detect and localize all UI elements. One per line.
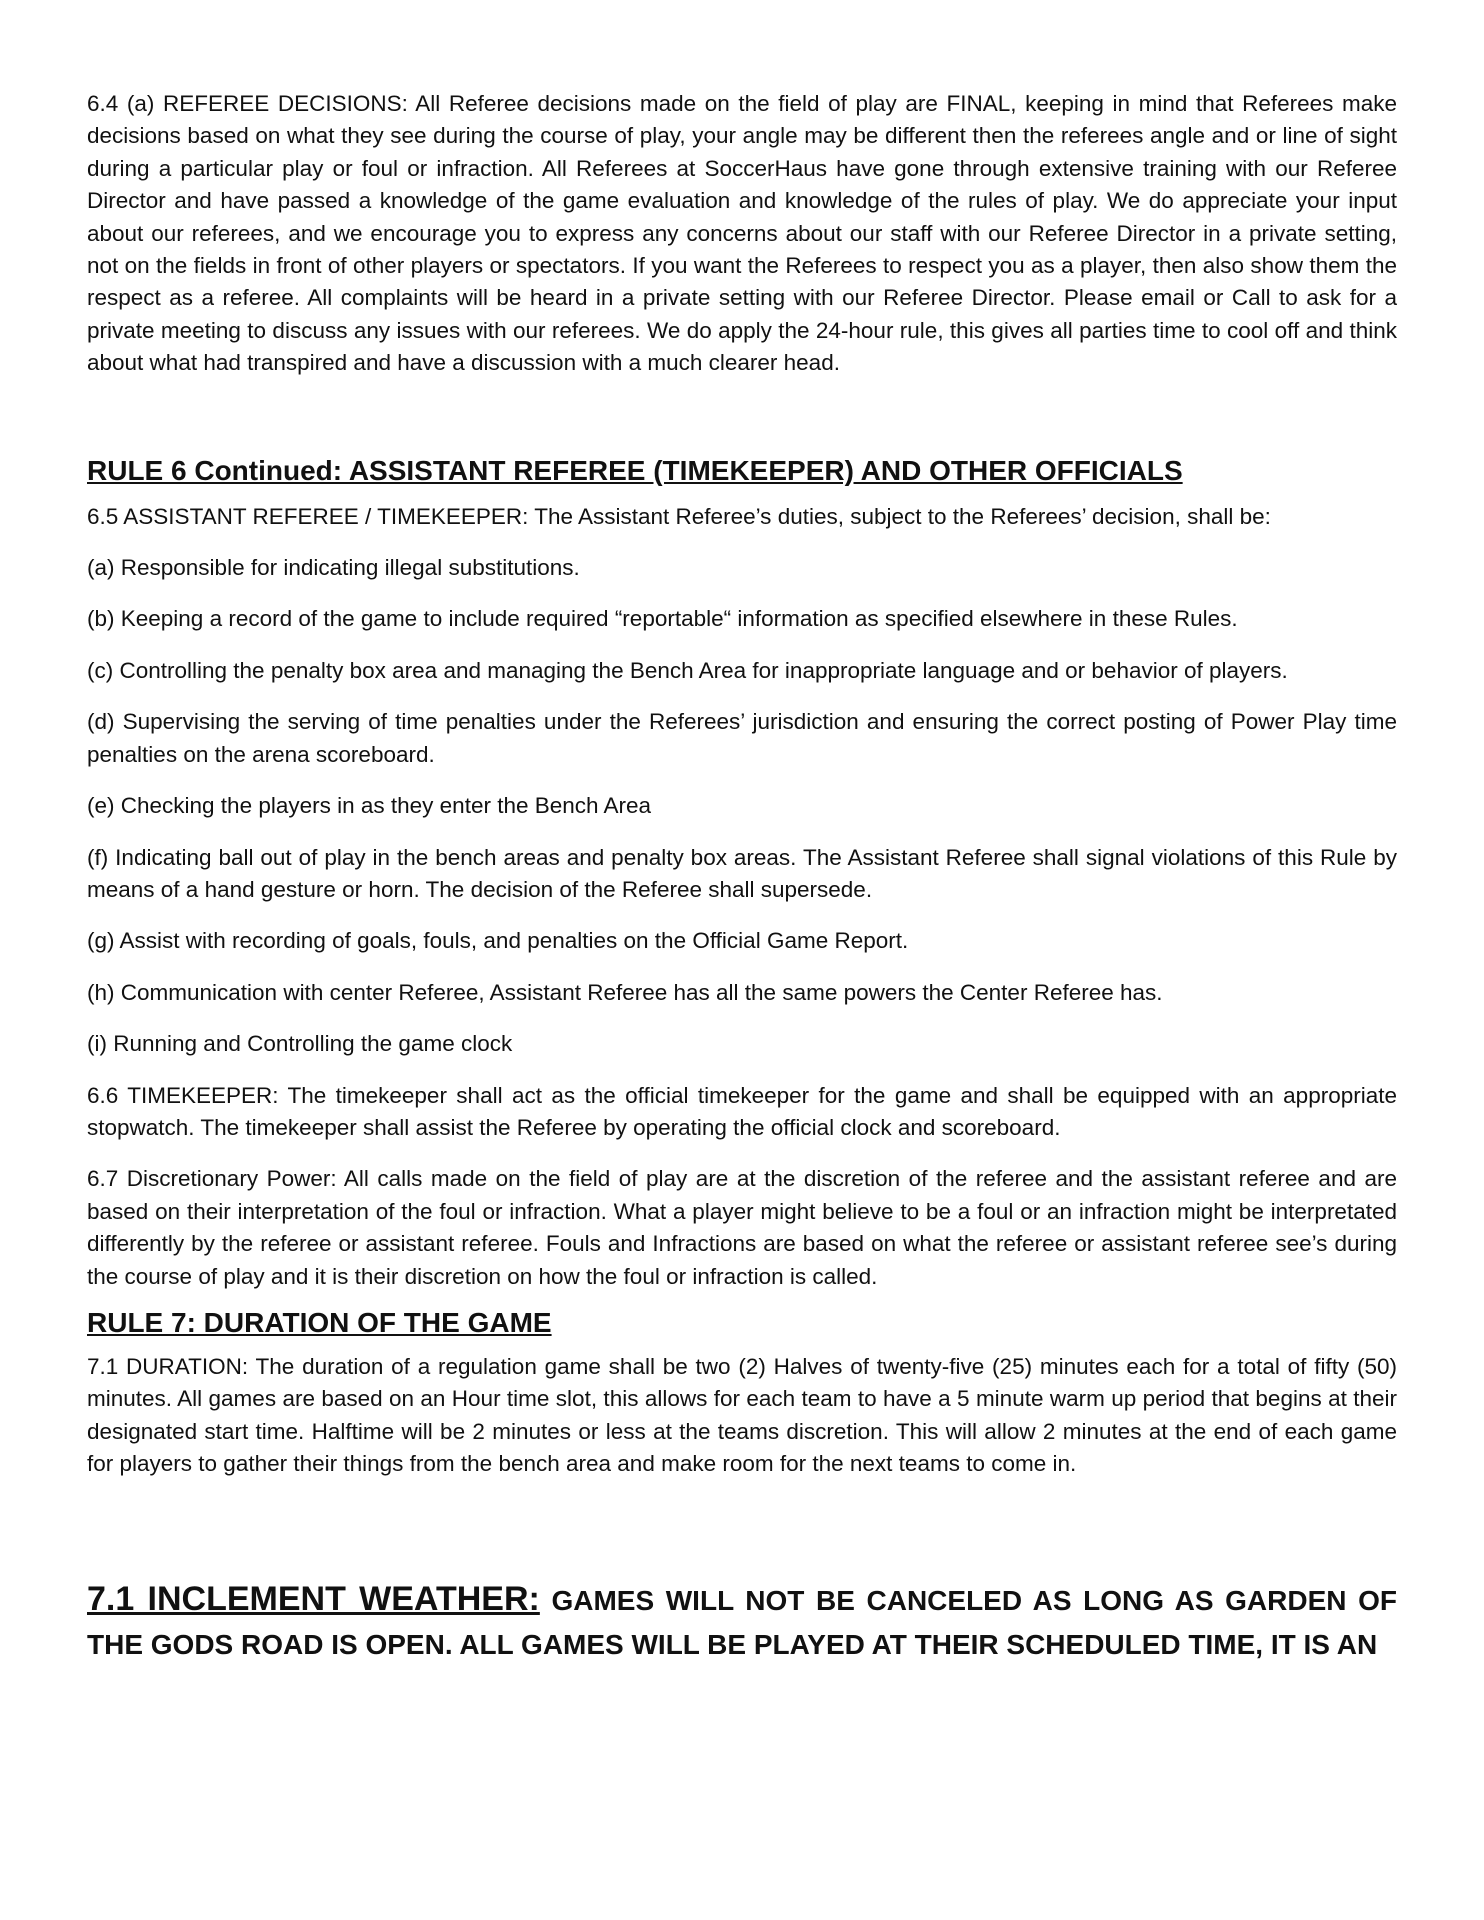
section-6-4-referee-decisions: 6.4 (a) REFEREE DECISIONS: All Referee decisions made on the field of play are FINAL, keeping in mind that Referees make decisions based on what they see during the course of play, your angle may be different then the referees angle and or line of sight during a particular play or foul or infraction. All Referees at SoccerHaus have gone through extensive training with our Referee Director and have passed a knowledge of the game evaluation and knowledge of the rules of play. We do appreciate your input about our referees, and we encourage you to express any concerns about our staff with our Referee Director in a private setting, not on the fields in front of other players or spectators. If you want the Referees to respect you as a player, then also show them the respect as a referee. All complaints will be heard in a private setting with our Referee Director. Please email or Call to ask for a private meeting to discuss any issues with our referees. We do apply the 24-hour rule, this gives all parties time to cool off and think about what had transpired and have a discussion with a much clearer head. — [87, 91, 1397, 376]
list-item: (i) Running and Controlling the game clock — [87, 1031, 513, 1057]
list-item: (f) Indicating ball out of play in the bench areas and penalty box areas. The Assistant Referee shall signal violations of this Rule by means of a hand gesture or horn. The decision of the Referee shall supersede. — [87, 844, 1397, 902]
list-item: (g) Assist with recording of goals, fouls, and penalties on the Official Game Report. — [87, 928, 909, 954]
list-item: (a) Responsible for indicating illegal substitutions. — [87, 555, 580, 581]
inclement-weather-text: GAMES WILL NOT BE CANCELED AS LONG AS GARDEN OF THE GODS ROAD IS OPEN. ALL GAMES WILL BE PLAYED AT THEIR SCHEDULED TIME, IT IS AN — [87, 1584, 1397, 1660]
list-item: (b) Keeping a record of the game to include required “reportable“ information as specified elsewhere in these Rules. — [87, 606, 1238, 632]
section-6-5-intro: 6.5 ASSISTANT REFEREE / TIMEKEEPER: The Assistant Referee’s duties, subject to the Referees’ decision, shall be: — [87, 503, 1271, 529]
inclement-weather-paragraph — [87, 1577, 1397, 1667]
document-page — [87, 88, 1397, 1667]
list-item: (c) Controlling the penalty box area and managing the Bench Area for inappropriate language and or behavior of players. — [87, 657, 1288, 683]
rule-7-heading: RULE 7: DURATION OF THE GAME — [87, 1306, 552, 1338]
list-item: (h) Communication with center Referee, Assistant Referee has all the same powers the Center Referee has. — [87, 979, 1163, 1005]
inclement-weather-label: 7.1 INCLEMENT WEATHER: — [87, 1579, 540, 1618]
section-6-6-timekeeper: 6.6 TIMEKEEPER: The timekeeper shall act as the official timekeeper for the game and shall be equipped with an appropriate stopwatch. The timekeeper shall assist the Referee by operating the official clock and scoreboard. — [87, 1082, 1397, 1140]
list-item: (e) Checking the players in as they enter the Bench Area — [87, 793, 652, 819]
section-7-1-duration: 7.1 DURATION: The duration of a regulation game shall be two (2) Halves of twenty-five (25) minutes each for a total of fifty (50) minutes. All games are based on an Hour time slot, this allows for each team to have a 5 minute warm up period that begins at their designated start time. Halftime will be 2 minutes or less at the teams discretion. This will allow 2 minutes at the end of each game for players to gather their things from the bench area and make room for the next teams to come in. — [87, 1353, 1397, 1477]
section-6-7-discretionary-power: 6.7 Discretionary Power: All calls made on the field of play are at the discretion of the referee and the assistant referee and are based on their interpretation of the foul or infraction. What a player might believe to be a foul or an infraction might be interpretated differently by the referee or assistant referee. Fouls and Infractions are based on what the referee or assistant referee see’s during the course of play and it is their discretion on how the foul or infraction is called. — [87, 1166, 1397, 1289]
list-item: (d) Supervising the serving of time penalties under the Referees’ jurisdiction and ensuring the correct posting of Power Play time penalties on the arena scoreboard. — [87, 709, 1397, 767]
rule-6-continued-heading: RULE 6 Continued: ASSISTANT REFEREE (TIMEKEEPER) AND OTHER OFFICIALS — [87, 454, 1183, 486]
